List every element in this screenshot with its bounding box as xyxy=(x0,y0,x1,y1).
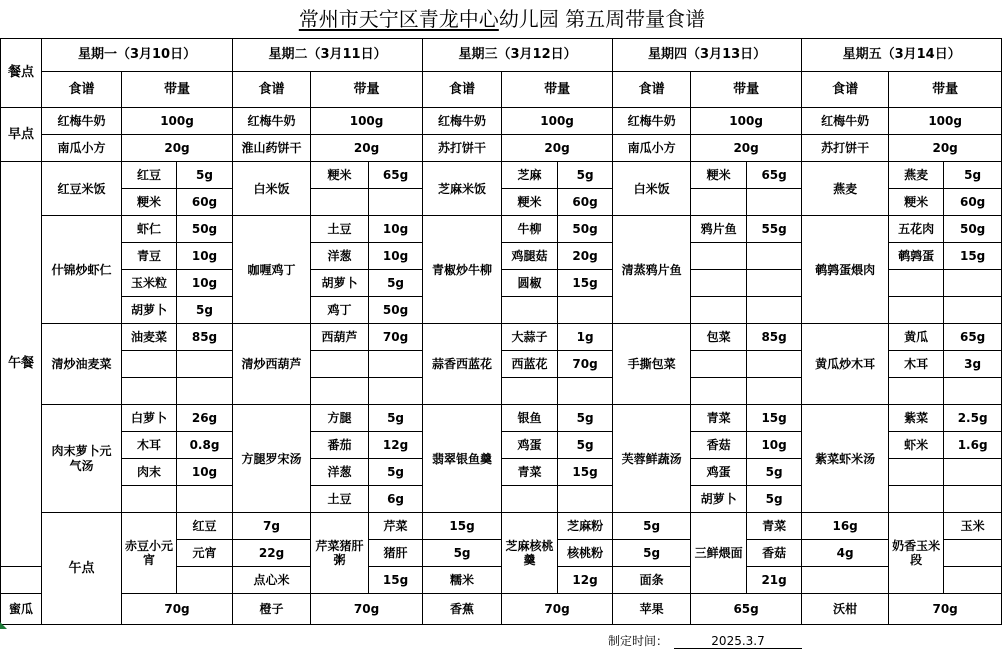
breakfast-amount: 100g xyxy=(889,108,1002,135)
dish-name: 青椒炒牛柳 xyxy=(423,216,502,324)
ingredient-amount: 70g xyxy=(369,324,423,351)
breakfast-dish: 苏打饼干 xyxy=(423,135,502,162)
breakfast-dish: 苏打饼干 xyxy=(802,135,889,162)
ingredient-amount: 2.5g xyxy=(944,405,1002,432)
ingredient-amount: 5g xyxy=(558,162,613,189)
ingredient-name: 粳米 xyxy=(311,162,369,189)
ingredient-name: 油麦菜 xyxy=(122,324,177,351)
fruit-dish: 蜜瓜 xyxy=(1,594,42,625)
ingredient-name: 木耳 xyxy=(122,432,177,459)
meal-label-lunch: 午餐 xyxy=(1,162,42,567)
recipe-header: 食谱 xyxy=(42,72,122,108)
ingredient-name: 土豆 xyxy=(311,216,369,243)
fruit-dish: 橙子 xyxy=(233,594,311,625)
fruit-dish: 沃柑 xyxy=(802,594,889,625)
dish-name: 红豆米饭 xyxy=(42,162,122,216)
ingredient-name: 燕麦 xyxy=(889,162,944,189)
ingredient-amount: 10g xyxy=(177,243,233,270)
ingredient-name xyxy=(889,459,944,486)
dish-name: 奶香玉米段 xyxy=(889,513,944,594)
dish-name: 咖喱鸡丁 xyxy=(233,216,311,324)
breakfast-dish: 红梅牛奶 xyxy=(802,108,889,135)
ingredient-amount xyxy=(747,297,802,324)
ingredient-name xyxy=(691,378,747,405)
ingredient-name: 面条 xyxy=(613,567,691,594)
ingredient-amount xyxy=(944,486,1002,513)
day-header: 星期一（3月10日） xyxy=(42,39,233,72)
ingredient-name: 红豆 xyxy=(122,162,177,189)
fruit-amount: 70g xyxy=(311,594,423,625)
ingredient-amount: 10g xyxy=(369,243,423,270)
breakfast-amount: 20g xyxy=(122,135,233,162)
ingredient-amount: 5g xyxy=(369,270,423,297)
ingredient-amount: 15g xyxy=(369,567,423,594)
ingredient-name: 青菜 xyxy=(691,405,747,432)
ingredient-name: 肉末 xyxy=(122,459,177,486)
recipe-header: 食谱 xyxy=(423,72,502,108)
ingredient-name xyxy=(691,243,747,270)
ingredient-name: 糯米 xyxy=(423,567,502,594)
ingredient-name: 洋葱 xyxy=(311,459,369,486)
ingredient-name: 芝麻粉 xyxy=(558,513,613,540)
ingredient-name xyxy=(502,486,558,513)
fruit-amount: 70g xyxy=(502,594,613,625)
ingredient-amount: 70g xyxy=(558,351,613,378)
breakfast-amount: 100g xyxy=(502,108,613,135)
breakfast-dish: 红梅牛奶 xyxy=(42,108,122,135)
ingredient-amount: 20g xyxy=(558,243,613,270)
ingredient-name xyxy=(944,540,1002,567)
ingredient-amount: 65g xyxy=(747,162,802,189)
ingredient-amount xyxy=(944,297,1002,324)
dish-name: 赤豆小元宵 xyxy=(122,513,177,594)
ingredient-name: 番茄 xyxy=(311,432,369,459)
ingredient-amount: 3g xyxy=(944,351,1002,378)
title-rest: 幼儿园 第五周带量食谱 xyxy=(498,7,706,31)
dish-name: 芝麻核桃羹 xyxy=(502,513,558,594)
breakfast-amount: 100g xyxy=(691,108,802,135)
ingredient-amount xyxy=(747,378,802,405)
footer xyxy=(608,632,802,649)
dish-name: 黄瓜炒木耳 xyxy=(802,324,889,405)
breakfast-dish: 红梅牛奶 xyxy=(423,108,502,135)
ingredient-amount xyxy=(944,459,1002,486)
ingredient-name xyxy=(889,270,944,297)
ingredient-name xyxy=(691,297,747,324)
dish-name: 方腿罗宋汤 xyxy=(233,405,311,513)
ingredient-name xyxy=(311,189,369,216)
ingredient-name: 胡萝卜 xyxy=(311,270,369,297)
ingredient-name xyxy=(122,351,177,378)
ingredient-amount: 60g xyxy=(944,189,1002,216)
breakfast-dish: 南瓜小方 xyxy=(613,135,691,162)
day-header: 星期二（3月11日） xyxy=(233,39,423,72)
ingredient-name xyxy=(311,351,369,378)
dish-name: 翡翠银鱼羹 xyxy=(423,405,502,513)
dish-name: 手撕包菜 xyxy=(613,324,691,405)
ingredient-amount: 0.8g xyxy=(177,432,233,459)
dish-name: 肉末萝卜元气汤 xyxy=(42,405,122,513)
ingredient-amount: 22g xyxy=(233,540,311,567)
footer-date: 2025.3.7 xyxy=(674,634,802,649)
breakfast-amount: 20g xyxy=(889,135,1002,162)
sheet-corner-marker xyxy=(0,622,7,629)
recipe-header: 食谱 xyxy=(802,72,889,108)
day-header: 星期三（3月12日） xyxy=(423,39,613,72)
ingredient-name xyxy=(502,378,558,405)
breakfast-dish: 淮山药饼干 xyxy=(233,135,311,162)
ingredient-name: 玉米 xyxy=(944,513,1002,540)
menu-table xyxy=(0,38,1002,625)
breakfast-dish: 红梅牛奶 xyxy=(233,108,311,135)
ingredient-amount xyxy=(558,486,613,513)
fruit-dish: 苹果 xyxy=(613,594,691,625)
ingredient-name xyxy=(889,486,944,513)
amount-header: 带量 xyxy=(311,72,423,108)
ingredient-name: 鸡蛋 xyxy=(502,432,558,459)
meal-column-header: 餐点 xyxy=(1,39,42,108)
footer-label: 制定时间： xyxy=(608,634,669,648)
ingredient-amount xyxy=(369,351,423,378)
fruit-amount: 70g xyxy=(122,594,233,625)
ingredient-name: 核桃粉 xyxy=(558,540,613,567)
ingredient-name: 大蒜子 xyxy=(502,324,558,351)
day-header: 星期五（3月14日） xyxy=(802,39,1002,72)
ingredient-name: 鸦片鱼 xyxy=(691,216,747,243)
ingredient-amount: 15g xyxy=(944,243,1002,270)
ingredient-name: 虾米 xyxy=(889,432,944,459)
ingredient-name: 芹菜 xyxy=(369,513,423,540)
ingredient-amount xyxy=(369,378,423,405)
dish-name: 紫菜虾米汤 xyxy=(802,405,889,513)
ingredient-name xyxy=(1,567,42,594)
ingredient-amount: 15g xyxy=(558,459,613,486)
ingredient-amount: 5g xyxy=(558,405,613,432)
ingredient-amount: 50g xyxy=(177,216,233,243)
ingredient-name: 圆椒 xyxy=(502,270,558,297)
ingredient-name: 粳米 xyxy=(691,162,747,189)
ingredient-amount: 1g xyxy=(558,324,613,351)
ingredient-amount xyxy=(558,297,613,324)
ingredient-name: 胡萝卜 xyxy=(691,486,747,513)
dish-name: 芙蓉鲜蔬汤 xyxy=(613,405,691,513)
dish-name: 白米饭 xyxy=(613,162,691,216)
ingredient-name xyxy=(122,486,177,513)
ingredient-amount: 5g xyxy=(369,405,423,432)
dish-name: 白米饭 xyxy=(233,162,311,216)
ingredient-name: 香菇 xyxy=(747,540,802,567)
ingredient-amount: 50g xyxy=(944,216,1002,243)
ingredient-name: 木耳 xyxy=(889,351,944,378)
dish-name: 芝麻米饭 xyxy=(423,162,502,216)
meal-label-breakfast: 早点 xyxy=(1,108,42,162)
ingredient-name: 红豆 xyxy=(177,513,233,540)
breakfast-amount: 100g xyxy=(311,108,423,135)
ingredient-name: 芝麻 xyxy=(502,162,558,189)
ingredient-name: 猪肝 xyxy=(369,540,423,567)
fruit-amount: 70g xyxy=(889,594,1002,625)
ingredient-name xyxy=(691,270,747,297)
ingredient-amount: 12g xyxy=(369,432,423,459)
ingredient-name: 青豆 xyxy=(122,243,177,270)
day-header: 星期四（3月13日） xyxy=(613,39,802,72)
ingredient-amount: 60g xyxy=(177,189,233,216)
ingredient-name: 元宵 xyxy=(177,540,233,567)
ingredient-name: 鸡蛋 xyxy=(691,459,747,486)
ingredient-amount: 60g xyxy=(558,189,613,216)
ingredient-name: 西葫芦 xyxy=(311,324,369,351)
ingredient-amount: 15g xyxy=(423,513,502,540)
ingredient-name: 粳米 xyxy=(502,189,558,216)
ingredient-amount: 21g xyxy=(747,567,802,594)
ingredient-amount: 5g xyxy=(177,162,233,189)
ingredient-name: 五花肉 xyxy=(889,216,944,243)
ingredient-amount: 5g xyxy=(613,513,691,540)
ingredient-name: 牛柳 xyxy=(502,216,558,243)
ingredient-name: 白萝卜 xyxy=(122,405,177,432)
ingredient-name: 银鱼 xyxy=(502,405,558,432)
ingredient-amount: 5g xyxy=(558,432,613,459)
title-school: 常州市天宁区青龙中心 xyxy=(298,7,499,31)
ingredient-name: 洋葱 xyxy=(311,243,369,270)
ingredient-amount: 4g xyxy=(802,540,889,567)
ingredient-amount: 65g xyxy=(944,324,1002,351)
ingredient-amount xyxy=(177,486,233,513)
ingredient-name: 粳米 xyxy=(889,189,944,216)
ingredient-name: 鸡丁 xyxy=(311,297,369,324)
ingredient-amount: 1.6g xyxy=(944,432,1002,459)
ingredient-name: 青菜 xyxy=(747,513,802,540)
ingredient-amount: 10g xyxy=(177,459,233,486)
ingredient-amount: 15g xyxy=(558,270,613,297)
ingredient-name: 西蓝花 xyxy=(502,351,558,378)
breakfast-dish: 红梅牛奶 xyxy=(613,108,691,135)
ingredient-name xyxy=(311,378,369,405)
ingredient-name: 土豆 xyxy=(311,486,369,513)
ingredient-amount xyxy=(747,351,802,378)
ingredient-name: 黄瓜 xyxy=(889,324,944,351)
ingredient-amount xyxy=(747,189,802,216)
ingredient-amount: 5g xyxy=(944,162,1002,189)
ingredient-amount: 15g xyxy=(747,405,802,432)
ingredient-amount: 65g xyxy=(369,162,423,189)
dish-name: 什锦炒虾仁 xyxy=(42,216,122,324)
ingredient-amount: 16g xyxy=(802,513,889,540)
ingredient-amount xyxy=(747,270,802,297)
ingredient-name xyxy=(802,567,889,594)
ingredient-amount: 5g xyxy=(369,459,423,486)
ingredient-amount: 5g xyxy=(747,459,802,486)
ingredient-name xyxy=(889,378,944,405)
breakfast-amount: 100g xyxy=(122,108,233,135)
ingredient-amount: 12g xyxy=(558,567,613,594)
dish-name: 鹌鹑蛋煨肉 xyxy=(802,216,889,324)
dish-name: 芹菜猪肝粥 xyxy=(311,513,369,594)
ingredient-name xyxy=(889,297,944,324)
ingredient-amount: 10g xyxy=(747,432,802,459)
meal-label-snack: 午点 xyxy=(42,513,122,625)
ingredient-amount: 10g xyxy=(177,270,233,297)
ingredient-name: 紫菜 xyxy=(889,405,944,432)
ingredient-amount: 55g xyxy=(747,216,802,243)
amount-header: 带量 xyxy=(691,72,802,108)
ingredient-name xyxy=(122,378,177,405)
recipe-header: 食谱 xyxy=(613,72,691,108)
fruit-dish: 香蕉 xyxy=(423,594,502,625)
ingredient-name: 点心米 xyxy=(233,567,311,594)
dish-name: 清蒸鸦片鱼 xyxy=(613,216,691,324)
ingredient-amount: 26g xyxy=(177,405,233,432)
ingredient-amount xyxy=(944,270,1002,297)
ingredient-amount: 85g xyxy=(747,324,802,351)
ingredient-amount: 10g xyxy=(369,216,423,243)
ingredient-amount: 50g xyxy=(558,216,613,243)
ingredient-name: 香菇 xyxy=(691,432,747,459)
dish-name: 三鲜煨面 xyxy=(691,513,747,594)
ingredient-amount xyxy=(944,567,1002,594)
dish-name: 清炒西葫芦 xyxy=(233,324,311,405)
fruit-amount: 65g xyxy=(691,594,802,625)
ingredient-amount: 5g xyxy=(177,297,233,324)
page-title xyxy=(0,4,1004,34)
breakfast-amount: 20g xyxy=(502,135,613,162)
breakfast-dish: 南瓜小方 xyxy=(42,135,122,162)
ingredient-name: 粳米 xyxy=(122,189,177,216)
ingredient-name: 玉米粒 xyxy=(122,270,177,297)
ingredient-amount: 5g xyxy=(747,486,802,513)
ingredient-amount xyxy=(177,567,233,594)
ingredient-amount xyxy=(944,378,1002,405)
ingredient-name: 包菜 xyxy=(691,324,747,351)
amount-header: 带量 xyxy=(889,72,1002,108)
amount-header: 带量 xyxy=(122,72,233,108)
ingredient-amount: 5g xyxy=(613,540,691,567)
ingredient-amount xyxy=(747,243,802,270)
ingredient-name xyxy=(691,351,747,378)
ingredient-name: 虾仁 xyxy=(122,216,177,243)
ingredient-amount xyxy=(177,351,233,378)
ingredient-name: 鸡腿菇 xyxy=(502,243,558,270)
ingredient-amount xyxy=(558,378,613,405)
recipe-header: 食谱 xyxy=(233,72,311,108)
ingredient-amount: 7g xyxy=(233,513,311,540)
breakfast-amount: 20g xyxy=(311,135,423,162)
ingredient-name: 青菜 xyxy=(502,459,558,486)
ingredient-amount: 50g xyxy=(369,297,423,324)
ingredient-name: 鹌鹑蛋 xyxy=(889,243,944,270)
ingredient-name xyxy=(502,297,558,324)
ingredient-name xyxy=(691,189,747,216)
ingredient-amount: 5g xyxy=(423,540,502,567)
ingredient-name: 胡萝卜 xyxy=(122,297,177,324)
dish-name: 燕麦 xyxy=(802,162,889,216)
ingredient-amount xyxy=(369,189,423,216)
ingredient-amount: 6g xyxy=(369,486,423,513)
amount-header: 带量 xyxy=(502,72,613,108)
dish-name: 清炒油麦菜 xyxy=(42,324,122,405)
ingredient-amount: 85g xyxy=(177,324,233,351)
ingredient-name: 方腿 xyxy=(311,405,369,432)
breakfast-amount: 20g xyxy=(691,135,802,162)
ingredient-amount xyxy=(177,378,233,405)
dish-name: 蒜香西蓝花 xyxy=(423,324,502,405)
